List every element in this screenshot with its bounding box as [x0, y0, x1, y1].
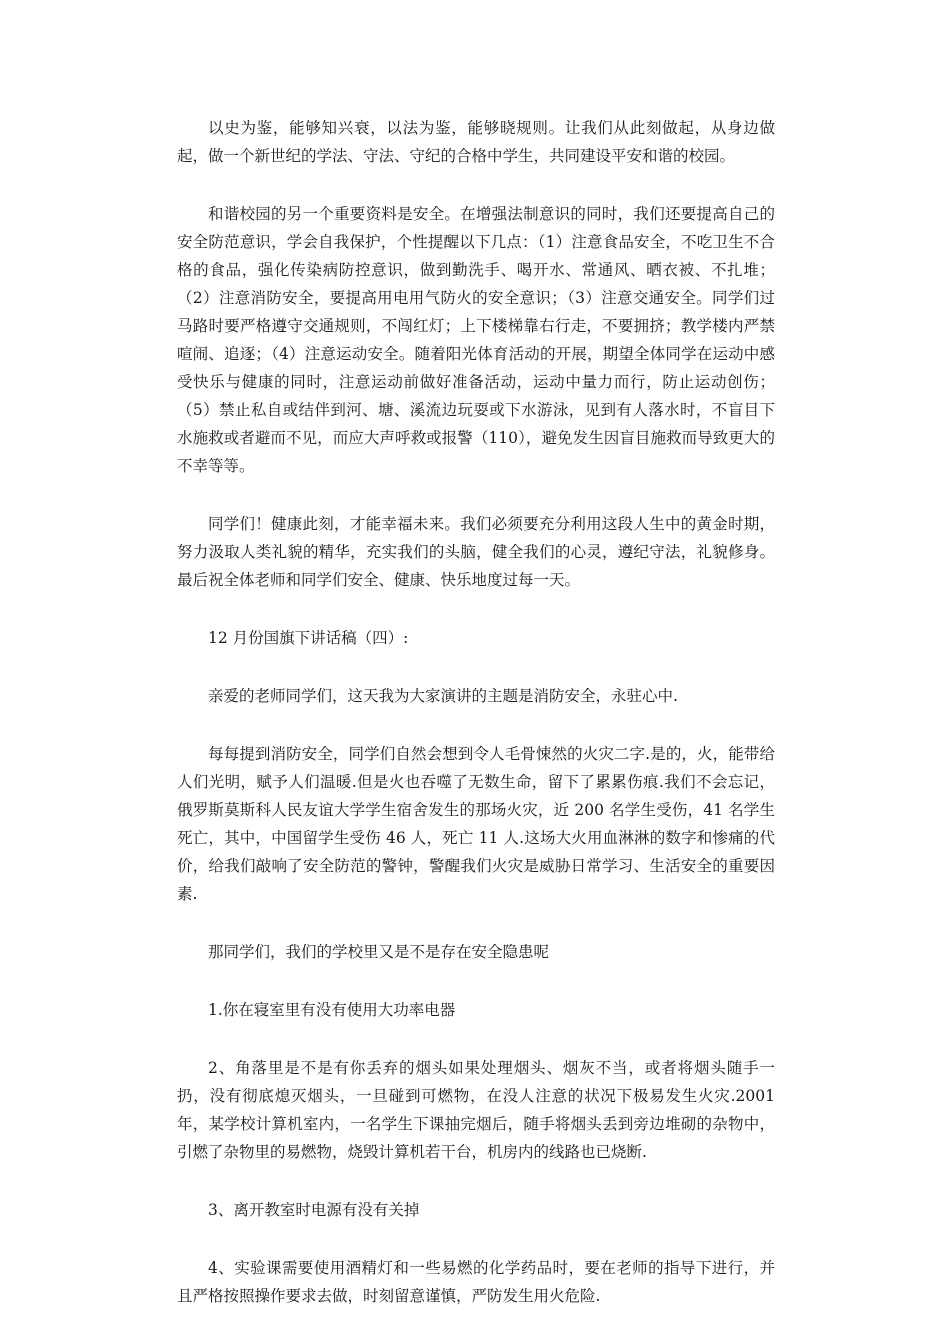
- paragraph: 同学们！健康此刻，才能幸福未来。我们必须要充分利用这段人生中的黄金时期，努力汲取人类礼貌的精华，充实我们的头脑，健全我们的心灵，遵纪守法，礼貌修身。最后祝全体老师和同学们安全、健康、快乐地度过每一天。: [177, 515, 775, 589]
- section-heading: 12 月份国旗下讲话稿（四）:: [208, 629, 409, 647]
- list-item: 2、角落里是不是有你丢弃的烟头如果处理烟头、烟灰不当，或者将烟头随手一扔，没有彻底熄灭烟头，一旦碰到可燃物，在没人注意的状况下极易发生火灾.2001 年，某学校计算机室内，一名学生下课抽完烟后，随手将烟头丢到旁边堆砌的杂物中，引燃了杂物里的易燃物，烧毁计算机若干台，机房内的线路也已烧断.: [177, 1059, 775, 1161]
- paragraph: 那同学们，我们的学校里又是不是存在安全隐患呢: [208, 943, 550, 961]
- list-item: 1.你在寝室里有没有使用大功率电器: [208, 1001, 456, 1019]
- paragraph: 每每提到消防安全，同学们自然会想到令人毛骨悚然的火灾二字.是的，火，能带给人们光明，赋予人们温暖.但是火也吞噬了无数生命，留下了累累伤痕.我们不会忘记，俄罗斯莫斯科人民友谊大学学生宿舍发生的那场火灾，近 200 名学生受伤，41 名学生死亡，其中，中国留学生受伤 46 人，死亡 11 人.这场大火用血淋淋的数字和惨痛的代价，给我们敲响了安全防范的警钟，警醒我们火灾是威胁日常学习、生活安全的重要因素.: [177, 745, 775, 903]
- paragraph: 亲爱的老师同学们，这天我为大家演讲的主题是消防安全，永驻心中.: [208, 687, 678, 705]
- document-body: [177, 114, 775, 1340]
- list-item: 3、离开教室时电源有没有关掉: [208, 1201, 420, 1219]
- paragraph: 和谐校园的另一个重要资料是安全。在增强法制意识的同时，我们还要提高自己的安全防范意识，学会自我保护，个性提醒以下几点：（1）注意食品安全，不吃卫生不合格的食品，强化传染病防控意识，做到勤洗手、喝开水、常通风、晒衣被、不扎堆；（2）注意消防安全，要提高用电用气防火的安全意识；（3）注意交通安全。同学们过马路时要严格遵守交通规则，不闯红灯；上下楼梯靠右行走，不要拥挤；教学楼内严禁喧闹、追逐；（4）注意运动安全。随着阳光体育活动的开展，期望全体同学在运动中感受快乐与健康的同时，注意运动前做好准备活动，运动中量力而行，防止运动创伤；（5）禁止私自或结伴到河、塘、溪流边玩耍或下水游泳，见到有人落水时，不盲目下水施救或者避而不见，而应大声呼救或报警（110），避免发生因盲目施救而导致更大的不幸等等。: [177, 205, 775, 475]
- list-item: 4、实验课需要使用酒精灯和一些易燃的化学药品时，要在老师的指导下进行，并且严格按照操作要求去做，时刻留意谨慎，严防发生用火危险.: [177, 1259, 775, 1305]
- paragraph: 以史为鉴，能够知兴衰，以法为鉴，能够晓规则。让我们从此刻做起，从身边做起，做一个新世纪的学法、守法、守纪的合格中学生，共同建设平安和谐的校园。: [177, 119, 775, 165]
